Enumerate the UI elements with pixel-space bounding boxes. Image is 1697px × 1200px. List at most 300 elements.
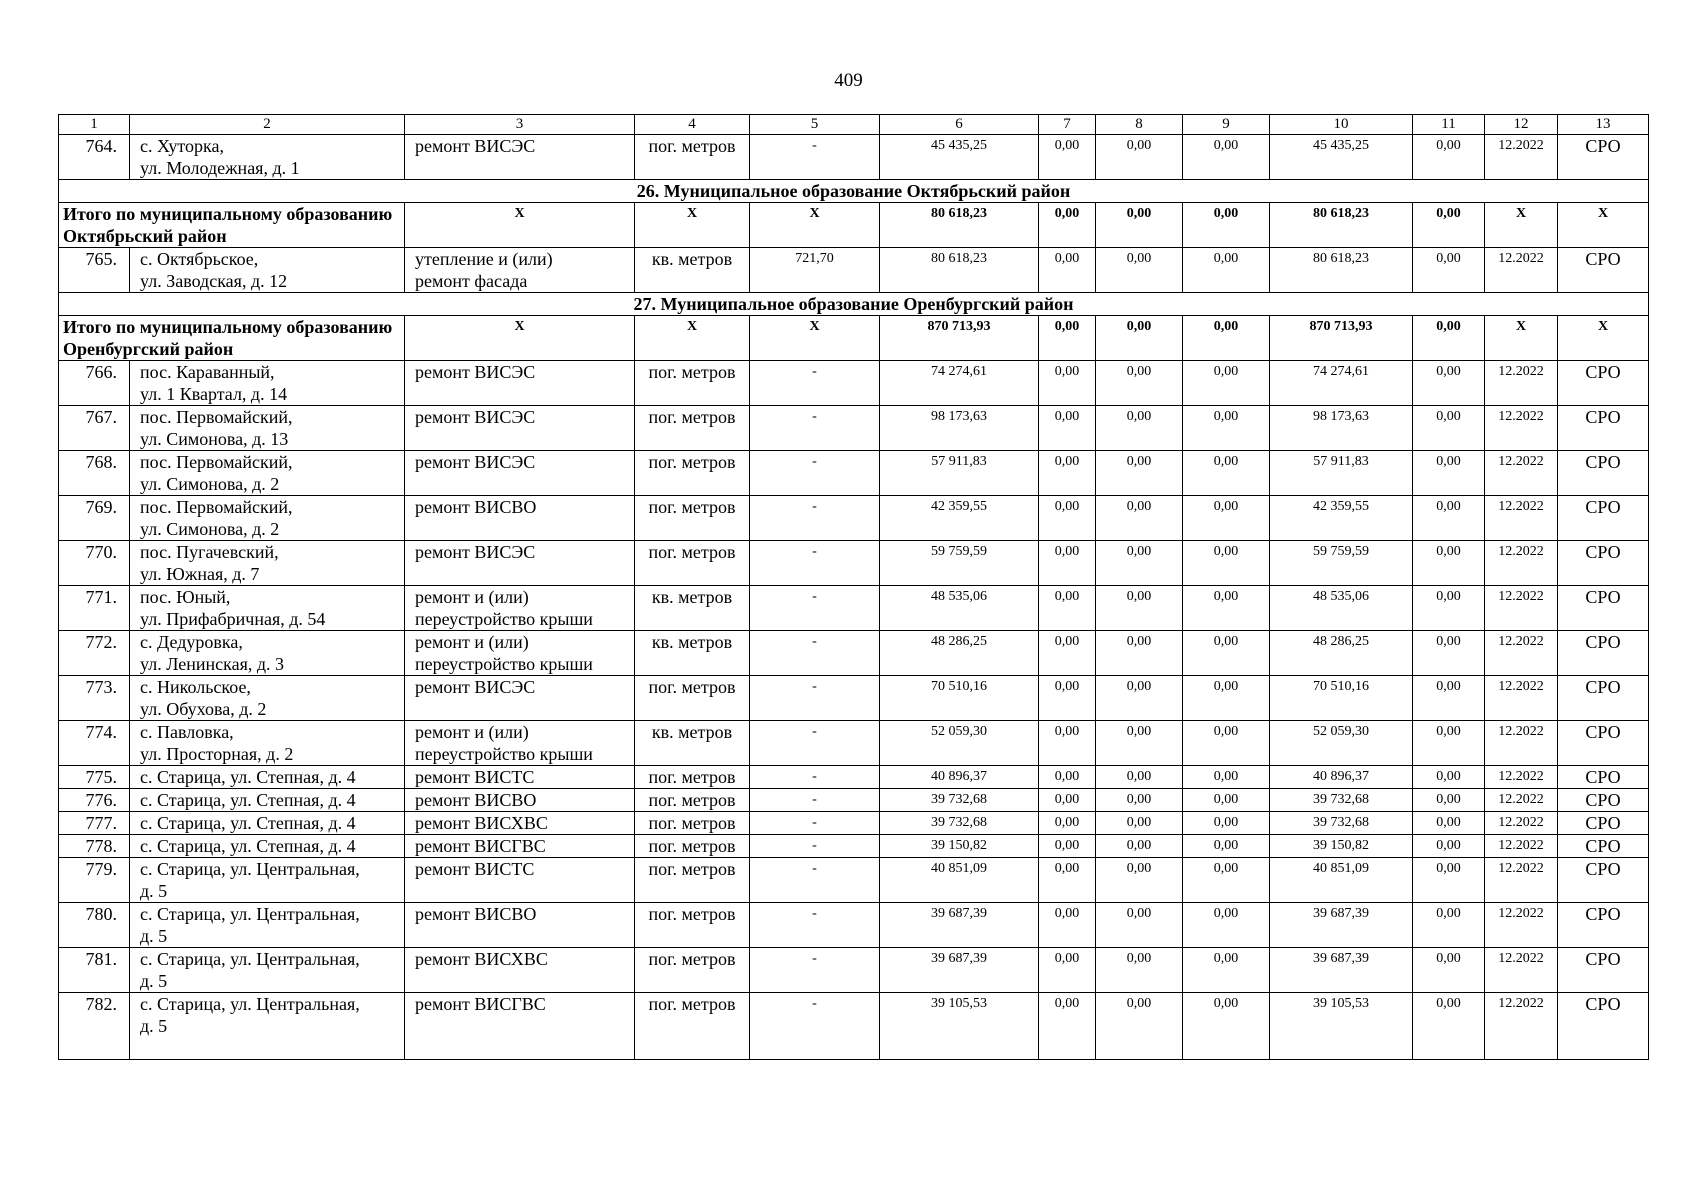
- total-label: Итого по муниципальному образованию Оренбургский район: [59, 316, 405, 361]
- value-cell: 0,00: [1039, 721, 1096, 766]
- address-line-2: ул. Южная, д. 7: [140, 564, 260, 584]
- column-header: 5: [750, 115, 880, 135]
- total-cell: X: [750, 203, 880, 248]
- address-cell: [130, 835, 405, 858]
- value-cell: 12.2022: [1485, 135, 1558, 180]
- table-row: [59, 135, 1649, 180]
- value-cell: 48 286,25: [1270, 631, 1413, 676]
- value-cell: 12.2022: [1485, 993, 1558, 1060]
- value-cell: -: [750, 631, 880, 676]
- value-cell: 0,00: [1096, 948, 1183, 993]
- section-title: 27. Муниципальное образование Оренбургский район: [59, 293, 1649, 316]
- address-line-2: ул. Симонова, д. 2: [140, 519, 280, 539]
- value-cell: 0,00: [1039, 406, 1096, 451]
- value-cell: 0,00: [1413, 835, 1485, 858]
- work-type-line-1: ремонт ВИСЭС: [415, 136, 536, 156]
- value-cell: 12.2022: [1485, 496, 1558, 541]
- table-row: [59, 812, 1649, 835]
- column-header: 11: [1413, 115, 1485, 135]
- value-cell: 0,00: [1413, 361, 1485, 406]
- row-number: 775.: [59, 766, 130, 789]
- address-line-1: с. Старица, ул. Центральная,: [140, 904, 360, 924]
- column-header: 13: [1558, 115, 1649, 135]
- work-type-line-1: ремонт ВИСВО: [415, 790, 537, 810]
- value-cell: 0,00: [1183, 766, 1270, 789]
- value-cell: 52 059,30: [1270, 721, 1413, 766]
- value-cell: -: [750, 361, 880, 406]
- column-header: 3: [405, 115, 635, 135]
- value-cell: 12.2022: [1485, 406, 1558, 451]
- value-cell: 39 687,39: [1270, 948, 1413, 993]
- work-type-cell: [405, 812, 635, 835]
- value-cell: 0,00: [1413, 721, 1485, 766]
- value-cell: 12.2022: [1485, 631, 1558, 676]
- address-cell: [130, 586, 405, 631]
- value-cell: 42 359,55: [1270, 496, 1413, 541]
- total-cell: X: [405, 316, 635, 361]
- address-cell: [130, 858, 405, 903]
- total-cell: X: [1485, 203, 1558, 248]
- address-cell: [130, 248, 405, 293]
- page-number: 409: [834, 70, 863, 91]
- table-row: [59, 835, 1649, 858]
- total-cell: 870 713,93: [880, 316, 1039, 361]
- total-cell: 0,00: [1413, 316, 1485, 361]
- total-label: Итого по муниципальному образованию Октябрьский район: [59, 203, 405, 248]
- column-header: 12: [1485, 115, 1558, 135]
- value-cell: 0,00: [1039, 993, 1096, 1060]
- work-type-cell: [405, 948, 635, 993]
- value-cell: 12.2022: [1485, 812, 1558, 835]
- work-type-line-1: ремонт ВИСЭС: [415, 542, 536, 562]
- address-line-1: с. Старица, ул. Степная, д. 4: [140, 767, 356, 787]
- unit-cell: пог. метров: [635, 903, 750, 948]
- value-cell: 0,00: [1096, 993, 1183, 1060]
- value-cell: 48 535,06: [880, 586, 1039, 631]
- address-line-2: д. 5: [140, 881, 168, 901]
- work-type-line-1: ремонт ВИСЭС: [415, 362, 536, 382]
- organization-cell: СРО: [1558, 948, 1649, 993]
- row-number: 781.: [59, 948, 130, 993]
- total-cell: 0,00: [1039, 203, 1096, 248]
- address-cell: [130, 948, 405, 993]
- address-cell: [130, 721, 405, 766]
- unit-cell: пог. метров: [635, 993, 750, 1060]
- address-line-1: с. Хуторка,: [140, 136, 224, 156]
- value-cell: 0,00: [1096, 586, 1183, 631]
- value-cell: 74 274,61: [880, 361, 1039, 406]
- value-cell: 0,00: [1039, 135, 1096, 180]
- value-cell: 40 896,37: [1270, 766, 1413, 789]
- value-cell: 0,00: [1039, 766, 1096, 789]
- address-line-2: д. 5: [140, 971, 168, 991]
- value-cell: 0,00: [1096, 676, 1183, 721]
- address-line-1: с. Старица, ул. Степная, д. 4: [140, 790, 356, 810]
- unit-cell: кв. метров: [635, 248, 750, 293]
- address-line-2: ул. Прифабричная, д. 54: [140, 609, 326, 629]
- work-type-line-1: ремонт ВИСЭС: [415, 677, 536, 697]
- value-cell: 0,00: [1183, 541, 1270, 586]
- work-type-cell: [405, 858, 635, 903]
- value-cell: 0,00: [1183, 676, 1270, 721]
- address-line-2: ул. Молодежная, д. 1: [140, 158, 300, 178]
- work-type-line-1: утепление и (или): [415, 249, 553, 269]
- unit-cell: пог. метров: [635, 766, 750, 789]
- unit-cell: пог. метров: [635, 135, 750, 180]
- value-cell: 0,00: [1413, 948, 1485, 993]
- organization-cell: СРО: [1558, 586, 1649, 631]
- total-cell: 870 713,93: [1270, 316, 1413, 361]
- value-cell: 0,00: [1096, 631, 1183, 676]
- organization-cell: СРО: [1558, 766, 1649, 789]
- value-cell: 12.2022: [1485, 721, 1558, 766]
- value-cell: 0,00: [1039, 858, 1096, 903]
- value-cell: 39 105,53: [1270, 993, 1413, 1060]
- total-cell: 0,00: [1183, 203, 1270, 248]
- value-cell: 0,00: [1039, 451, 1096, 496]
- row-number: 770.: [59, 541, 130, 586]
- work-type-line-1: ремонт ВИСВО: [415, 497, 537, 517]
- unit-cell: пог. метров: [635, 835, 750, 858]
- total-row: [59, 316, 1649, 361]
- address-line-2: ул. Ленинская, д. 3: [140, 654, 285, 674]
- value-cell: 0,00: [1096, 248, 1183, 293]
- value-cell: 39 687,39: [880, 948, 1039, 993]
- address-line-1: пос. Первомайский,: [140, 407, 293, 427]
- address-cell: [130, 541, 405, 586]
- column-header: 8: [1096, 115, 1183, 135]
- value-cell: 0,00: [1413, 766, 1485, 789]
- value-cell: 59 759,59: [1270, 541, 1413, 586]
- value-cell: 0,00: [1096, 496, 1183, 541]
- row-number: 777.: [59, 812, 130, 835]
- table-row: [59, 248, 1649, 293]
- value-cell: 40 851,09: [1270, 858, 1413, 903]
- value-cell: 0,00: [1039, 676, 1096, 721]
- row-number: 779.: [59, 858, 130, 903]
- value-cell: 70 510,16: [880, 676, 1039, 721]
- table-row: [59, 903, 1649, 948]
- value-cell: 48 535,06: [1270, 586, 1413, 631]
- section-title: 26. Муниципальное образование Октябрьский район: [59, 180, 1649, 203]
- organization-cell: СРО: [1558, 406, 1649, 451]
- work-type-cell: [405, 496, 635, 541]
- value-cell: 0,00: [1413, 135, 1485, 180]
- value-cell: 0,00: [1096, 361, 1183, 406]
- value-cell: 45 435,25: [880, 135, 1039, 180]
- table-row: [59, 721, 1649, 766]
- value-cell: 0,00: [1413, 586, 1485, 631]
- total-cell: 80 618,23: [1270, 203, 1413, 248]
- address-line-2: ул. Просторная, д. 2: [140, 744, 294, 764]
- organization-cell: СРО: [1558, 903, 1649, 948]
- address-line-1: с. Дедуровка,: [140, 632, 243, 652]
- value-cell: 57 911,83: [880, 451, 1039, 496]
- address-cell: [130, 903, 405, 948]
- unit-cell: пог. метров: [635, 406, 750, 451]
- value-cell: 12.2022: [1485, 541, 1558, 586]
- row-number: 774.: [59, 721, 130, 766]
- unit-cell: кв. метров: [635, 586, 750, 631]
- value-cell: 0,00: [1413, 993, 1485, 1060]
- value-cell: 39 732,68: [880, 812, 1039, 835]
- work-type-cell: [405, 248, 635, 293]
- capital-repair-table: [58, 114, 1649, 1060]
- value-cell: 0,00: [1413, 541, 1485, 586]
- total-cell: X: [405, 203, 635, 248]
- value-cell: 0,00: [1413, 812, 1485, 835]
- work-type-line-1: ремонт ВИСЭС: [415, 407, 536, 427]
- table-row: [59, 631, 1649, 676]
- value-cell: 12.2022: [1485, 586, 1558, 631]
- work-type-cell: [405, 586, 635, 631]
- value-cell: 0,00: [1039, 361, 1096, 406]
- address-cell: [130, 135, 405, 180]
- value-cell: 0,00: [1096, 766, 1183, 789]
- row-number: 772.: [59, 631, 130, 676]
- column-header: 2: [130, 115, 405, 135]
- total-cell: X: [1558, 316, 1649, 361]
- total-cell: 0,00: [1413, 203, 1485, 248]
- organization-cell: СРО: [1558, 835, 1649, 858]
- address-line-1: с. Никольское,: [140, 677, 251, 697]
- value-cell: 39 732,68: [1270, 812, 1413, 835]
- value-cell: -: [750, 948, 880, 993]
- value-cell: 0,00: [1039, 631, 1096, 676]
- address-cell: [130, 496, 405, 541]
- value-cell: 0,00: [1413, 631, 1485, 676]
- value-cell: -: [750, 406, 880, 451]
- total-row: [59, 203, 1649, 248]
- row-number: 776.: [59, 789, 130, 812]
- work-type-line-2: переустройство крыши: [415, 609, 593, 629]
- value-cell: -: [750, 586, 880, 631]
- work-type-cell: [405, 451, 635, 496]
- row-number: 769.: [59, 496, 130, 541]
- row-number: 778.: [59, 835, 130, 858]
- value-cell: 12.2022: [1485, 451, 1558, 496]
- table-row: [59, 451, 1649, 496]
- address-line-1: пос. Первомайский,: [140, 497, 293, 517]
- section-row: [59, 180, 1649, 203]
- value-cell: -: [750, 858, 880, 903]
- work-type-line-2: переустройство крыши: [415, 744, 593, 764]
- table-row: [59, 676, 1649, 721]
- work-type-line-1: ремонт ВИСХВС: [415, 949, 548, 969]
- total-cell: 0,00: [1039, 316, 1096, 361]
- value-cell: -: [750, 903, 880, 948]
- value-cell: 0,00: [1096, 903, 1183, 948]
- value-cell: 0,00: [1183, 948, 1270, 993]
- value-cell: -: [750, 812, 880, 835]
- value-cell: -: [750, 135, 880, 180]
- value-cell: 0,00: [1096, 721, 1183, 766]
- value-cell: 0,00: [1183, 248, 1270, 293]
- value-cell: 0,00: [1183, 835, 1270, 858]
- address-line-1: с. Старица, ул. Степная, д. 4: [140, 836, 356, 856]
- section-row: [59, 293, 1649, 316]
- total-cell: X: [635, 203, 750, 248]
- value-cell: 0,00: [1096, 451, 1183, 496]
- work-type-line-2: ремонт фасада: [415, 271, 528, 291]
- value-cell: 0,00: [1039, 812, 1096, 835]
- value-cell: 0,00: [1413, 496, 1485, 541]
- address-cell: [130, 993, 405, 1060]
- value-cell: 0,00: [1413, 676, 1485, 721]
- unit-cell: кв. метров: [635, 721, 750, 766]
- column-header: 9: [1183, 115, 1270, 135]
- work-type-cell: [405, 903, 635, 948]
- value-cell: 0,00: [1183, 451, 1270, 496]
- work-type-cell: [405, 541, 635, 586]
- work-type-line-1: ремонт и (или): [415, 632, 529, 652]
- value-cell: 12.2022: [1485, 361, 1558, 406]
- value-cell: 0,00: [1413, 789, 1485, 812]
- address-cell: [130, 406, 405, 451]
- value-cell: -: [750, 835, 880, 858]
- value-cell: 0,00: [1413, 248, 1485, 293]
- value-cell: 57 911,83: [1270, 451, 1413, 496]
- work-type-cell: [405, 135, 635, 180]
- address-line-2: ул. Симонова, д. 13: [140, 429, 289, 449]
- value-cell: -: [750, 766, 880, 789]
- column-header: 7: [1039, 115, 1096, 135]
- table-row: [59, 993, 1649, 1060]
- unit-cell: пог. метров: [635, 496, 750, 541]
- total-cell: X: [1485, 316, 1558, 361]
- address-cell: [130, 676, 405, 721]
- total-cell: 0,00: [1096, 316, 1183, 361]
- value-cell: 0,00: [1039, 496, 1096, 541]
- row-number: 782.: [59, 993, 130, 1060]
- work-type-cell: [405, 993, 635, 1060]
- address-cell: [130, 361, 405, 406]
- value-cell: 0,00: [1096, 406, 1183, 451]
- address-cell: [130, 631, 405, 676]
- total-cell: 0,00: [1183, 316, 1270, 361]
- row-number: 764.: [59, 135, 130, 180]
- total-cell: X: [635, 316, 750, 361]
- organization-cell: СРО: [1558, 496, 1649, 541]
- value-cell: 0,00: [1096, 812, 1183, 835]
- organization-cell: СРО: [1558, 631, 1649, 676]
- work-type-line-2: переустройство крыши: [415, 654, 593, 674]
- work-type-cell: [405, 631, 635, 676]
- organization-cell: СРО: [1558, 248, 1649, 293]
- column-header: 1: [59, 115, 130, 135]
- value-cell: 0,00: [1039, 789, 1096, 812]
- address-line-1: с. Павловка,: [140, 722, 234, 742]
- value-cell: 80 618,23: [1270, 248, 1413, 293]
- column-header: 10: [1270, 115, 1413, 135]
- table-body: [59, 115, 1649, 1060]
- work-type-line-1: ремонт и (или): [415, 587, 529, 607]
- row-number: 766.: [59, 361, 130, 406]
- row-number: 768.: [59, 451, 130, 496]
- table-row: [59, 361, 1649, 406]
- value-cell: 0,00: [1183, 993, 1270, 1060]
- total-cell: 80 618,23: [880, 203, 1039, 248]
- work-type-line-1: ремонт ВИСВО: [415, 904, 537, 924]
- organization-cell: СРО: [1558, 812, 1649, 835]
- value-cell: 0,00: [1183, 361, 1270, 406]
- value-cell: 0,00: [1183, 789, 1270, 812]
- value-cell: 0,00: [1039, 248, 1096, 293]
- total-cell: X: [750, 316, 880, 361]
- value-cell: 39 105,53: [880, 993, 1039, 1060]
- total-cell: 0,00: [1096, 203, 1183, 248]
- value-cell: 0,00: [1039, 835, 1096, 858]
- address-cell: [130, 451, 405, 496]
- table-row: [59, 948, 1649, 993]
- row-number: 767.: [59, 406, 130, 451]
- unit-cell: пог. метров: [635, 541, 750, 586]
- value-cell: 39 732,68: [1270, 789, 1413, 812]
- table-row: [59, 406, 1649, 451]
- value-cell: 12.2022: [1485, 858, 1558, 903]
- value-cell: 12.2022: [1485, 789, 1558, 812]
- value-cell: 12.2022: [1485, 835, 1558, 858]
- address-line-2: д. 5: [140, 1016, 168, 1036]
- work-type-line-1: ремонт ВИСТС: [415, 859, 535, 879]
- table-row: [59, 789, 1649, 812]
- value-cell: 0,00: [1183, 631, 1270, 676]
- address-line-2: ул. 1 Квартал, д. 14: [140, 384, 288, 404]
- organization-cell: СРО: [1558, 721, 1649, 766]
- value-cell: 0,00: [1039, 903, 1096, 948]
- value-cell: 45 435,25: [1270, 135, 1413, 180]
- row-number: 765.: [59, 248, 130, 293]
- table-row: [59, 766, 1649, 789]
- organization-cell: СРО: [1558, 361, 1649, 406]
- work-type-line-1: ремонт ВИСГВС: [415, 994, 546, 1014]
- value-cell: -: [750, 993, 880, 1060]
- value-cell: 40 896,37: [880, 766, 1039, 789]
- value-cell: 48 286,25: [880, 631, 1039, 676]
- value-cell: 39 732,68: [880, 789, 1039, 812]
- unit-cell: кв. метров: [635, 631, 750, 676]
- work-type-cell: [405, 766, 635, 789]
- row-number: 773.: [59, 676, 130, 721]
- value-cell: 39 150,82: [1270, 835, 1413, 858]
- value-cell: 80 618,23: [880, 248, 1039, 293]
- unit-cell: пог. метров: [635, 361, 750, 406]
- value-cell: 0,00: [1183, 135, 1270, 180]
- address-line-1: пос. Караванный,: [140, 362, 275, 382]
- table-row: [59, 541, 1649, 586]
- row-number: 780.: [59, 903, 130, 948]
- unit-cell: пог. метров: [635, 676, 750, 721]
- value-cell: 98 173,63: [1270, 406, 1413, 451]
- value-cell: 0,00: [1183, 858, 1270, 903]
- work-type-cell: [405, 789, 635, 812]
- value-cell: 0,00: [1096, 135, 1183, 180]
- value-cell: 39 687,39: [1270, 903, 1413, 948]
- value-cell: -: [750, 721, 880, 766]
- address-line-1: пос. Первомайский,: [140, 452, 293, 472]
- value-cell: 42 359,55: [880, 496, 1039, 541]
- value-cell: 12.2022: [1485, 766, 1558, 789]
- address-line-2: ул. Обухова, д. 2: [140, 699, 267, 719]
- work-type-line-1: ремонт ВИСЭС: [415, 452, 536, 472]
- value-cell: -: [750, 676, 880, 721]
- value-cell: 0,00: [1096, 541, 1183, 586]
- value-cell: 98 173,63: [880, 406, 1039, 451]
- address-line-1: с. Старица, ул. Центральная,: [140, 949, 360, 969]
- value-cell: 0,00: [1183, 721, 1270, 766]
- value-cell: 0,00: [1096, 789, 1183, 812]
- address-cell: [130, 766, 405, 789]
